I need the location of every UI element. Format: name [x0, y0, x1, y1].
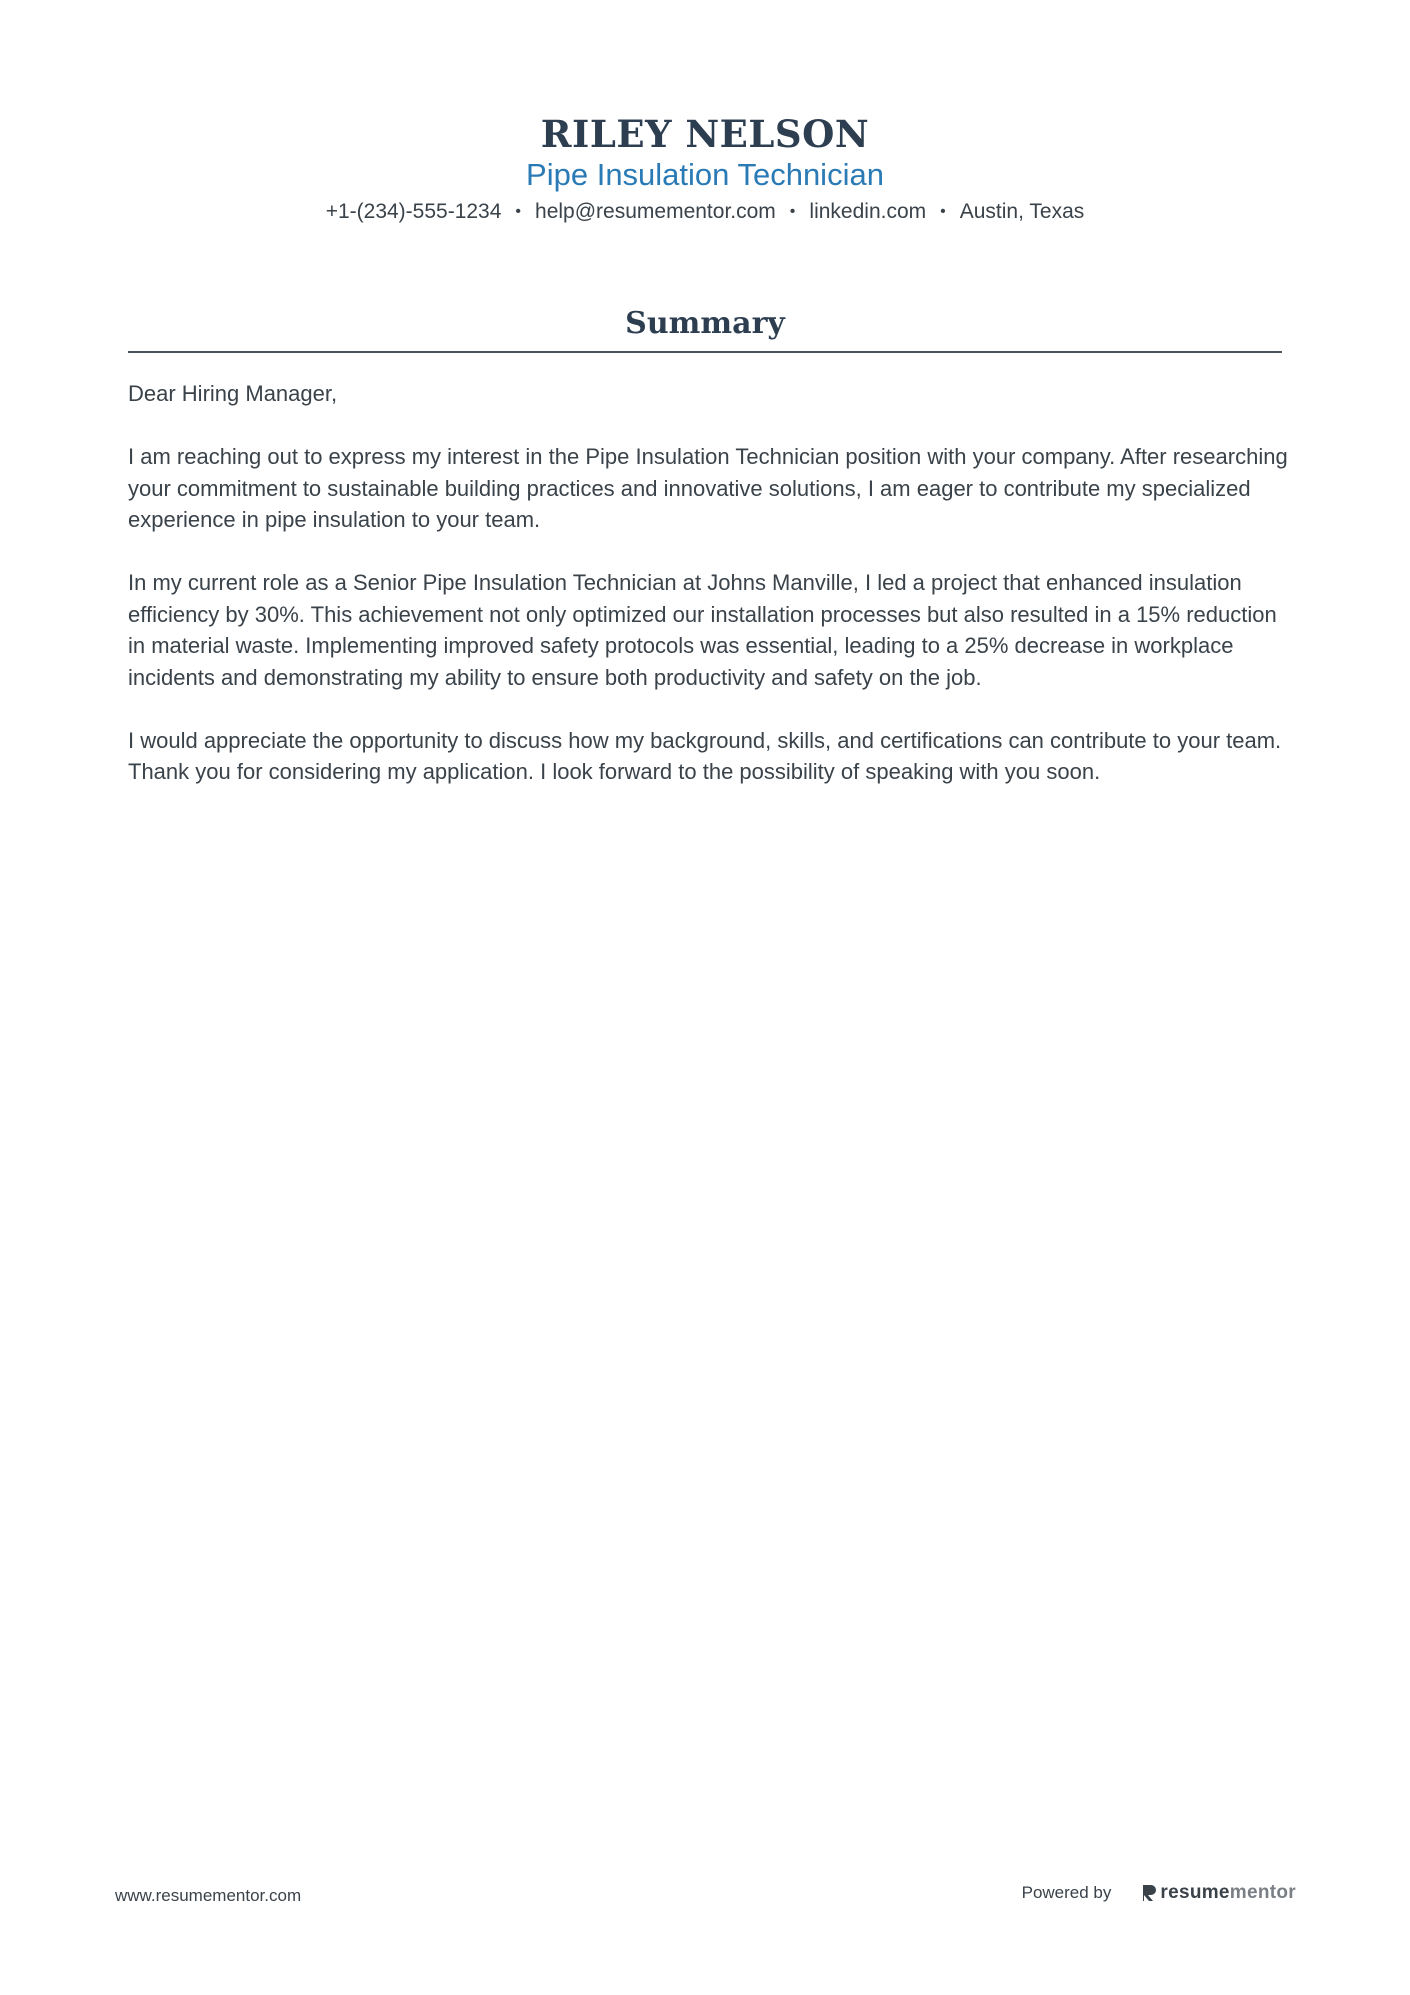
- contact-separator: •: [940, 203, 946, 220]
- brand-text-mentor: mentor: [1229, 1882, 1296, 1903]
- brand-text-resume: resume: [1160, 1882, 1230, 1903]
- letter-paragraph: I would appreciate the opportunity to discuss how my background, skills, and certifications can contribute to your team. Thank you for considering my application. I look forward to the possibility of speaking with you soon.: [128, 727, 1282, 784]
- contact-separator: •: [515, 203, 522, 220]
- powered-by-label: Powered by: [1021, 1883, 1112, 1902]
- contact-email: help@resumementor.com: [535, 200, 776, 223]
- summary-heading: Summary: [625, 306, 785, 341]
- section-divider: [128, 351, 1282, 353]
- footer-website: www.resumementor.com: [115, 1886, 302, 1905]
- footer-branding: [1022, 1882, 1296, 1904]
- resumementor-logo-icon: [1141, 1883, 1157, 1903]
- contact-line: [0, 198, 1410, 226]
- contact-separator: •: [789, 203, 796, 220]
- salutation: Dear Hiring Manager,: [128, 381, 338, 406]
- letter-header: [0, 112, 1410, 226]
- candidate-role: Pipe Insulation Technician: [526, 157, 884, 192]
- contact-location: Austin, Texas: [959, 200, 1085, 223]
- letter-paragraph: I am reaching out to express my interest in the Pipe Insulation Technician position with your company. After researching your commitment to sustainable building practices and innovative solutions, I am eager to contribute my specialized experience in pipe insulation to your team.: [128, 444, 1288, 532]
- letter-paragraph: In my current role as a Senior Pipe Insulation Technician at Johns Manville, I led a project that enhanced insulation efficiency by 30%. This achievement not only optimized our installation processes but also resulted in a 15% reduction in material waste. Implementing improved safety protocols was essential, leading to a 25% decrease in workplace incidents and demonstrating my ability to ensure both productivity and safety on the job.: [128, 570, 1277, 690]
- candidate-name: RILEY NELSON: [540, 112, 870, 156]
- brand-logo: [1141, 1882, 1296, 1904]
- letter-body: [128, 378, 1288, 819]
- contact-phone: +1-(234)-555-1234: [325, 200, 502, 223]
- contact-linkedin: linkedin.com: [809, 200, 927, 223]
